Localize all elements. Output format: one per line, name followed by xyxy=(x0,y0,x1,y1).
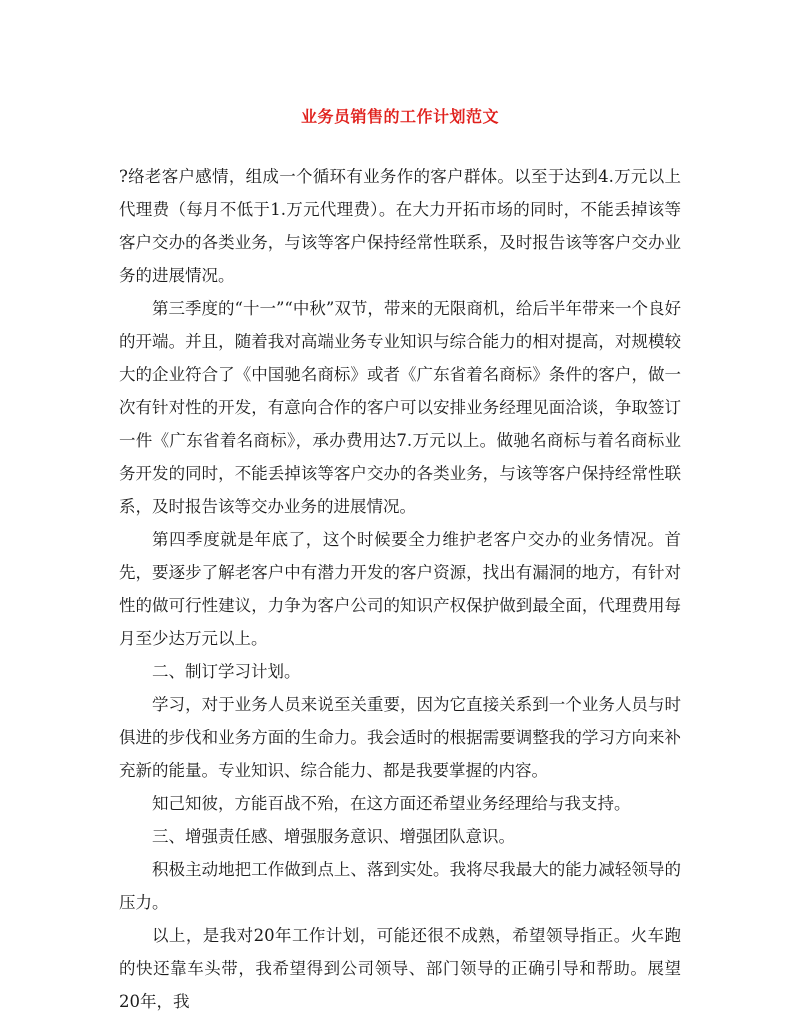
paragraph: 学习，对于业务人员来说至关重要，因为它直接关系到一个业务人员与时俱进的步伐和业务方面的生命力。我会适时的根据需要调整我的学习方向来补充新的能量。专业知识、综合能力、都是我要掌握的内容。 xyxy=(119,695,681,780)
section-heading: 三、增强责任感、增强服务意识、增强团队意识。 xyxy=(152,827,515,846)
paragraph: 积极主动地把工作做到点上、落到实处。我将尽我最大的能力减轻领导的压力。 xyxy=(119,860,681,912)
paragraph: 以上，是我对20年工作计划，可能还很不成熟，希望领导指正。火车跑的快还靠车头带，我希望得到公司领导、部门领导的正确引导和帮助。展望 20年，我 xyxy=(119,926,681,1011)
document-title: 业务员销售的工作计划范文 xyxy=(300,107,499,126)
section-heading: 二、制订学习计划。 xyxy=(152,662,301,681)
document-body xyxy=(119,160,681,1018)
paragraph: 第四季度就是年底了，这个时候要全力维护老客户交办的业务情况。首先，要逐步了解老客户中有潜力开发的客户资源，找出有漏洞的地方，有针对性的做可行性建议，力争为客户公司的知识产权保护做到最全面，代理费用每月至少达万元以上。 xyxy=(119,530,681,648)
paragraph: 第三季度的“十一”“中秋”双节，带来的无限商机，给后半年带来一个良好的开端。并且，随着我对高端业务专业知识与综合能力的相对提高，对规模较大的企业符合了《中国驰名商标》或者《广东省着名商标》条件的客户，做一次有针对性的开发，有意向合作的客户可以安排业务经理见面洽谈，争取签订一件《广东省着名商标》，承办费用达7.万元以上。做驰名商标与着名商标业务开发的同时，不能丢掉该等客户交办的各类业务，与该等客户保持经常性联系，及时报告该等交办业务的进展情况。 xyxy=(119,299,681,516)
paragraph: ?络老客户感情，组成一个循环有业务作的客户群体。以至于达到4.万元以上代理费（每月不低于1.万元代理费）。在大力开拓市场的同时，不能丢掉该等客户交办的各类业务，与该等客户保持经常性联系，及时报告该等客户交办业务的进展情况。 xyxy=(119,167,681,285)
paragraph: 知己知彼，方能百战不殆，在这方面还希望业务经理给与我支持。 xyxy=(152,794,631,813)
